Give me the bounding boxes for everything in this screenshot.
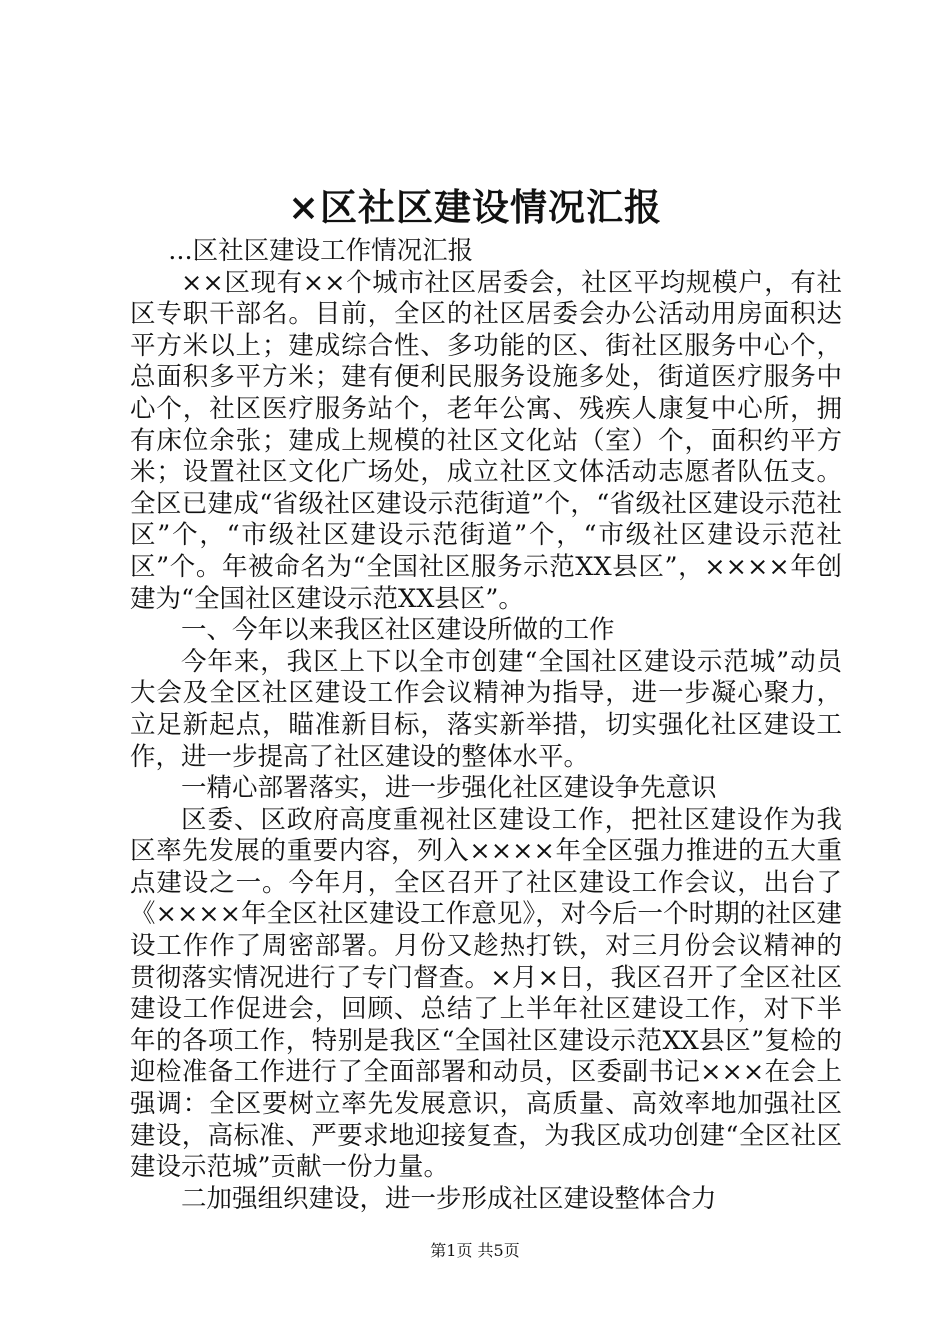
document-body bbox=[130, 236, 842, 1215]
subtitle-paragraph: ...区社区建设工作情况汇报 bbox=[168, 236, 474, 266]
body-paragraph: ××区现有××个城市社区居委会，社区平均规模户，有社区专职干部名。目前，全区的社区居委会办公活动用房面积达平方米以上；建成综合性、多功能的区、街社区服务中心个，总面积多平方米；建有便利民服务设施多处，街道医疗服务中心个，社区医疗服务站个，老年公寓、残疾人康复中心所，拥有床位余张；建成上规模的社区文化站（室）个，面积约平方米；设置社区文化广场处，成立社区文体活动志愿者队伍支。全区已建成“省级社区建设示范街道”个，“省级社区建设示范社区”个，“市级社区建设示范街道”个，“市级社区建设示范社区”个。年被命名为“全国社区服务示范XX县区”，××××年创建为“全国社区建设示范XX县区”。 bbox=[130, 267, 842, 614]
body-paragraph: 区委、区政府高度重视社区建设工作，把社区建设作为我区率先发展的重要内容，列入××××年全区强力推进的五大重点建设之一。今年月，全区召开了社区建设工作会议，出台了《××××年全区社区建设工作意见》，对今后一个时期的社区建设工作作了周密部署。月份又趁热打铁，对三月份会议精神的贯彻落实情况进行了专门督查。×月×日，我区召开了全区社区建设工作促进会，回顾、总结了上半年社区建设工作，对下半年的各项工作，特别是我区“全国社区建设示范XX县区”复检的迎检准备工作进行了全面部署和动员，区委副书记×××在会上强调：全区要树立率先发展意识，高质量、高效率地加强社区建设，高标准、严要求地迎接复查，为我区成功创建“全区社区建设示范城”贡献一份力量。 bbox=[130, 804, 842, 1183]
section-heading: 一、今年以来我区社区建设所做的工作 bbox=[181, 615, 615, 646]
body-paragraph: 今年来，我区上下以全市创建“全国社区建设示范城”动员大会及全区社区建设工作会议精神为指导，进一步凝心聚力，立足新起点，瞄准新目标，落实新举措，切实强化社区建设工作，进一步提高了社区建设的整体水平。 bbox=[130, 646, 842, 772]
document-title: ×区社区建设情况汇报 bbox=[287, 185, 662, 229]
subsection-heading: 一精心部署落实，进一步强化社区建设争先意识 bbox=[181, 773, 717, 804]
subsection-heading: 二加强组织建设，进一步形成社区建设整体合力 bbox=[181, 1183, 717, 1214]
page-footer: 第1页 共5页 bbox=[430, 1241, 520, 1260]
